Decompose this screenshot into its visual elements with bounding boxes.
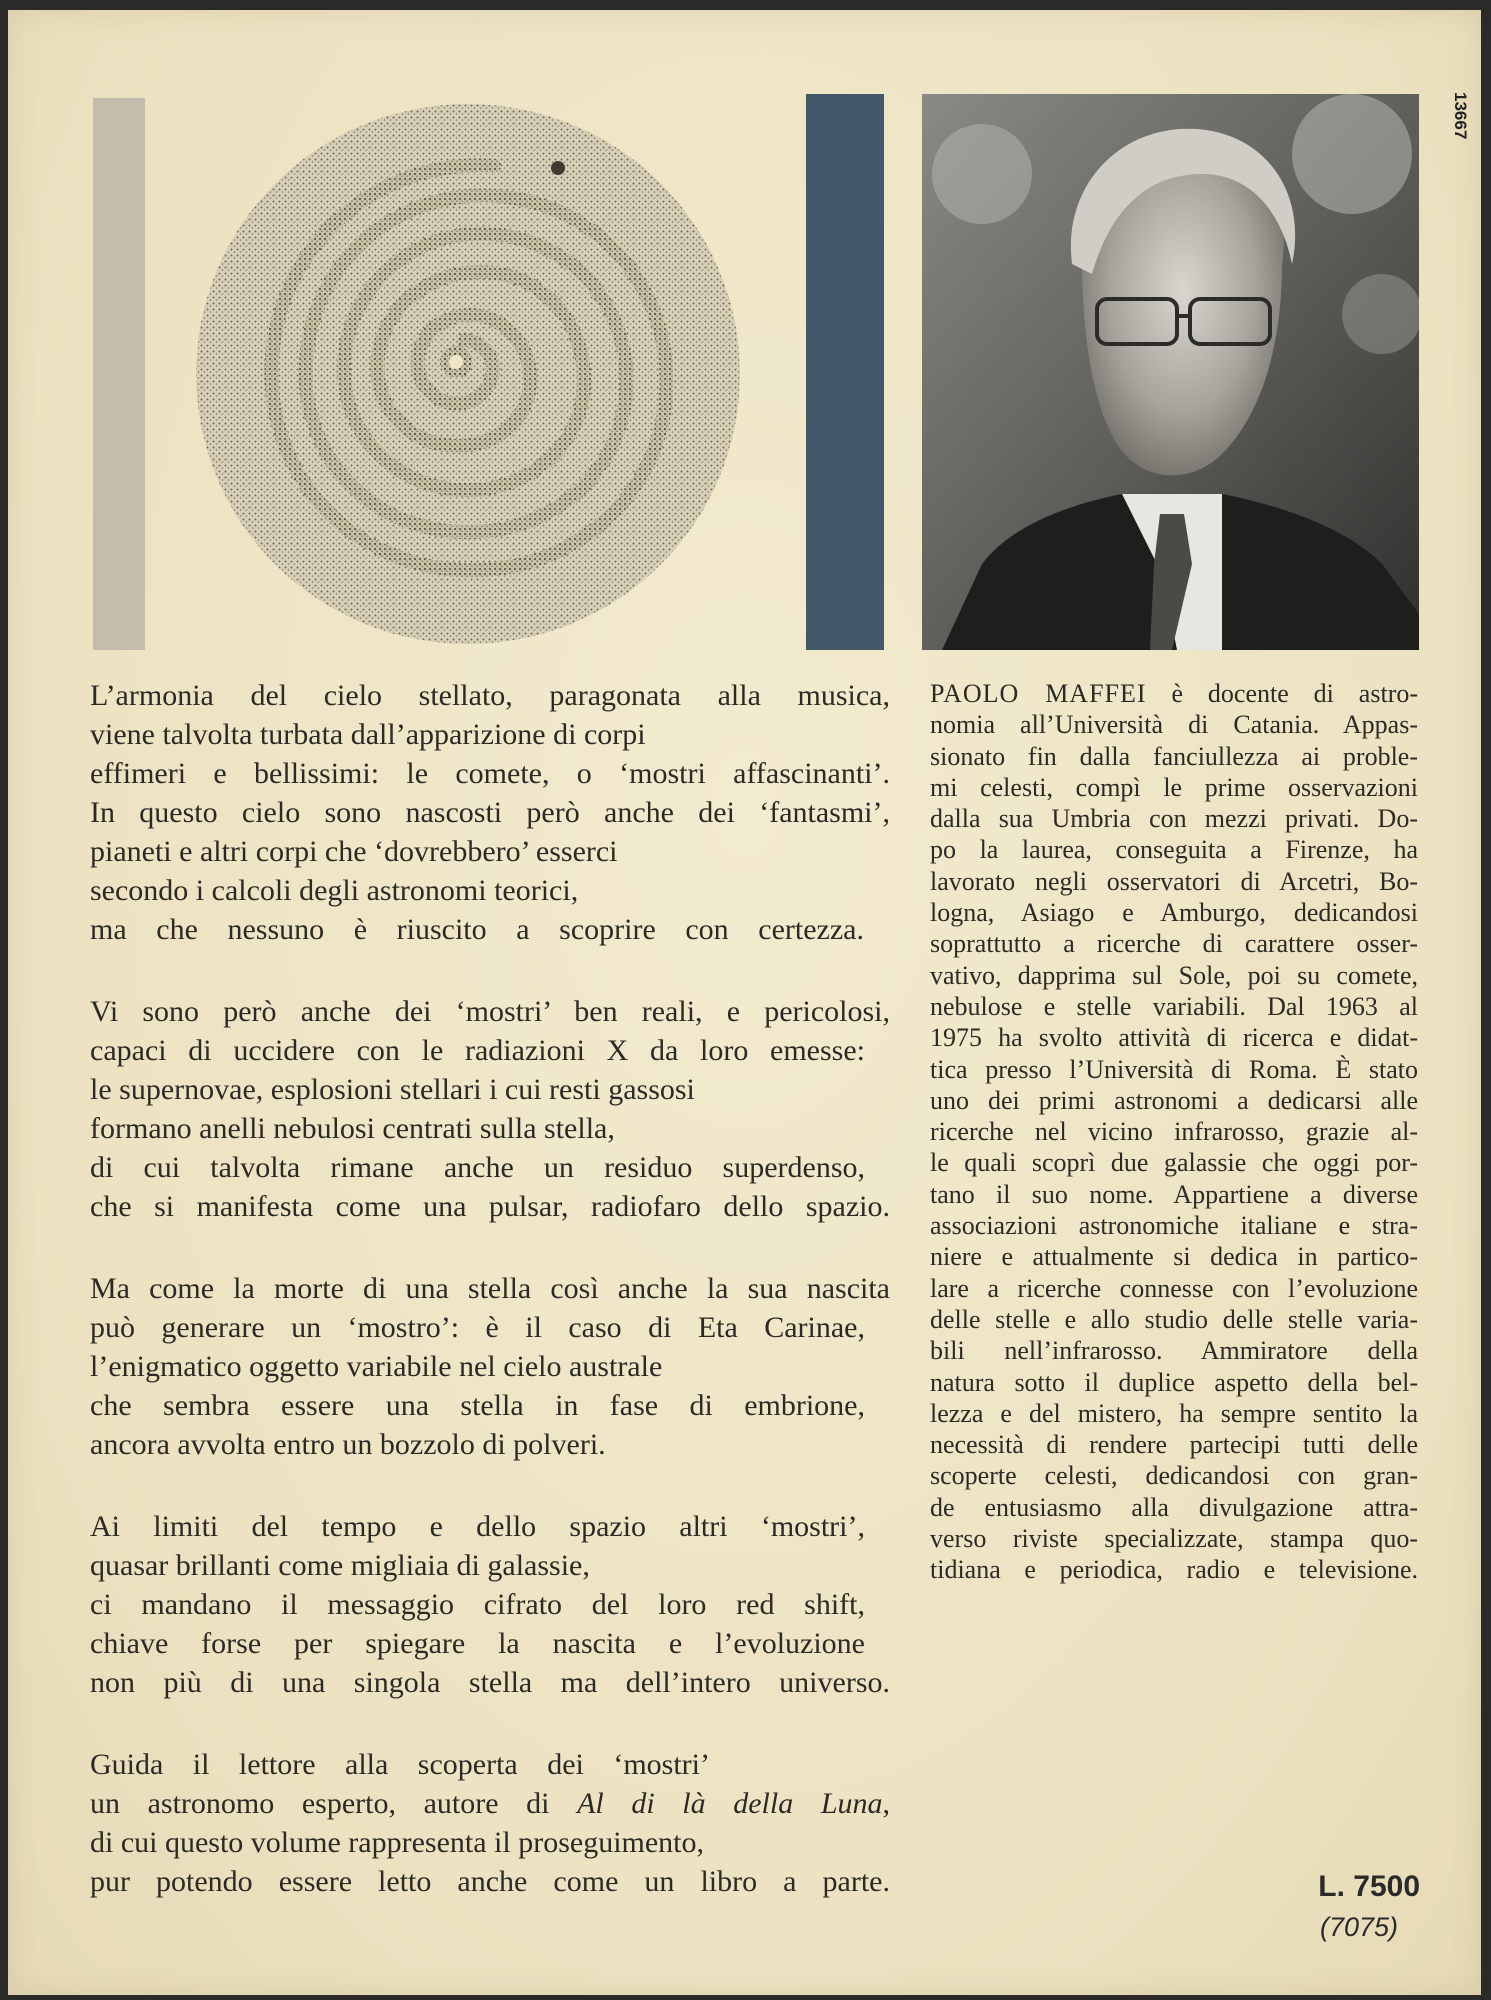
text-line: L’armonia del cielo stellato, paragonata alla musica, [90,679,890,712]
text-fragment: , [882,1787,891,1820]
text-line: tano il suo nome. Appartiene a diverse [930,1179,1418,1209]
text-line: non più di una singola stella ma dell’intero universo. [90,1666,890,1699]
price-label: L. 7500 [1318,1870,1420,1903]
back-cover [8,10,1481,1995]
text-line: tidiana e periodica, radio e televisione. [930,1555,1418,1585]
text-line: di cui talvolta rimane anche un residuo superdenso, [90,1151,865,1184]
text-line: le quali scoprì due galassie che oggi por- [930,1148,1418,1178]
text-line: può generare un ‘mostro’: è il caso di Eta Carinae, [90,1311,865,1344]
text-line: lavorato negli osservatori di Arcetri, Bo- [930,866,1418,896]
text-line: 1975 ha svolto attività di ricerca e didat- [930,1023,1418,1053]
text-line: ci mandano il messaggio cifrato del loro red shift, [90,1588,865,1621]
text-line: bili nell’infrarosso. Ammiratore della [930,1336,1418,1366]
text-line: Vi sono però anche dei ‘mostri’ ben reali, e pericolosi, [90,995,890,1028]
text-line: secondo i calcoli degli astronomi teorici, [90,874,579,907]
text-line: soprattutto a ricerche di carattere osser- [930,929,1418,959]
text-line: che si manifesta come una pulsar, radiofaro dello spazio. [90,1190,890,1223]
text-line: nomia all’Università di Catania. Appas- [930,710,1418,740]
text-line: quasar brillanti come migliaia di galassie, [90,1549,590,1582]
paragraph-4 [90,1507,890,1702]
text-line: effimeri e bellissimi: le comete, o ‘mostri affascinanti’. [90,757,890,790]
text-line: necessità di rendere partecipi tutti delle [930,1430,1418,1460]
text-line: che sembra essere una stella in fase di embrione, [90,1389,865,1422]
author-portrait-photo [922,94,1419,650]
text-line: tica presso l’Università di Roma. È stato [930,1054,1418,1084]
text-line: pianeti e altri corpi che ‘dovrebbero’ esserci [90,835,618,868]
text-line [930,678,1418,709]
text-line: delle stelle e allo studio delle stelle varia- [930,1304,1418,1334]
text-line: pur potendo essere letto anche come un libro a parte. [90,1865,890,1898]
text-line: po la laurea, conseguita a Firenze, ha [930,835,1418,865]
text-line: vativo, dapprima sul Sole, poi su comete, [930,960,1418,990]
text-line: scoperte celesti, dedicandosi con gran- [930,1461,1418,1491]
text-line: nebulose e stelle variabili. Dal 1963 al [930,991,1418,1021]
text-line: l’enigmatico oggetto variabile nel cielo australe [90,1350,663,1383]
text-line: uno dei primi astronomi a dedicarsi alle [930,1085,1418,1115]
paragraph-5 [90,1745,890,1901]
author-bio-column [930,678,1418,1586]
text-line: verso riviste specializzate, stampa quo- [930,1524,1418,1554]
paragraph-2 [90,992,890,1226]
catalog-code: (7075) [1319,1912,1398,1942]
author-name: PAOLO MAFFEI [930,679,1147,708]
text-line: Guida il lettore alla scoperta dei ‘mostri’ [90,1748,710,1781]
text-line [90,1784,890,1823]
text-line: lezza e del mistero, ha sempre sentito la [930,1398,1418,1428]
text-fragment: un astronomo esperto, autore di [90,1787,578,1820]
text-line: le supernovae, esplosioni stellari i cui resti gassosi [90,1073,695,1106]
description-column [90,676,890,1944]
text-line: mi celesti, compì le prime osservazioni [930,772,1418,802]
text-line: de entusiasmo alla divulgazione attra- [930,1492,1418,1522]
text-line: formano anelli nebulosi centrati sulla stella, [90,1112,615,1145]
text-line: Ma come la morte di una stella così anche la sua nascita [90,1272,890,1305]
text-line: In questo cielo sono nascosti però anche dei ‘fantasmi’, [90,796,890,829]
text-line: ma che nessuno è riuscito a scoprire con certezza. [90,913,864,946]
text-line: chiave forse per spiegare la nascita e l’evoluzione [90,1627,865,1660]
text-line: associazioni astronomiche italiane e stra- [930,1211,1418,1241]
text-line: ricerche nel vicino infrarosso, grazie al- [930,1117,1418,1147]
text-line: natura sotto il duplice aspetto della bel- [930,1367,1418,1397]
text-line: sionato fin dalla fanciullezza ai proble- [930,741,1418,771]
paragraph-1 [90,676,890,949]
gray-vertical-bar [93,98,145,650]
book-title: Al di là della Luna [577,1787,883,1820]
text-line: niere e attualmente si dedica in partico- [930,1242,1418,1272]
text-line: capaci di uccidere con le radiazioni X da loro emesse: [90,1034,865,1067]
spine-code: 13667 [1451,92,1470,140]
text-line: di cui questo volume rappresenta il proseguimento, [90,1826,705,1859]
text-line: Ai limiti del tempo e dello spazio altri ‘mostri’, [90,1510,865,1543]
text-line: lare a ricerche connesse con l’evoluzione [930,1273,1418,1303]
text-line: logna, Asiago e Amburgo, dedicandosi [930,898,1418,928]
text-line: viene talvolta turbata dall’apparizione di corpi [90,718,646,751]
blue-vertical-bar [806,94,884,650]
text-line: ancora avvolta entro un bozzolo di polveri. [90,1428,606,1461]
paragraph-3 [90,1269,890,1464]
text-line: dalla sua Umbria con mezzi privati. Do- [930,804,1418,834]
spiral-galaxy-illustration [188,92,748,652]
text-fragment: è docente di astro- [1146,679,1419,708]
